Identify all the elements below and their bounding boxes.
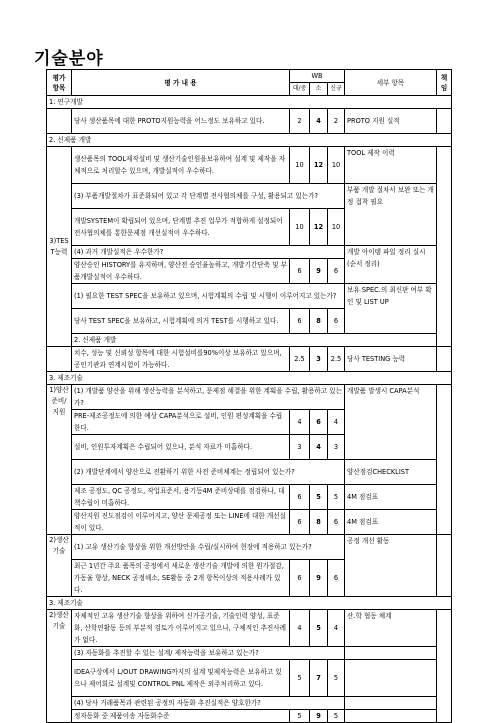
header-responsible: 책 임	[437, 70, 452, 96]
header-wb-small: 소	[310, 83, 328, 96]
criterion: 양산지원 진도점검이 이루어지고, 양산 문제공정 또는 LINE에 대한 개선실적이 있다.	[72, 510, 290, 535]
criterion: 최근 1년간 주요 품목의 공정에서 새로운 생산기술 개발에 의한 원가절감, 가동율 향상, NECK 공정해소, SE활동 중 2개 항목이상의 적용사례가 있다.	[72, 560, 290, 597]
score-large: 2.5	[290, 347, 310, 372]
score-new: 6	[328, 259, 345, 284]
score-new: 10	[328, 147, 345, 184]
score-large: 6	[290, 560, 310, 597]
score-small: 9	[310, 560, 328, 597]
score-large: 6	[290, 485, 310, 510]
detail-item: 4M 점검표	[345, 510, 437, 535]
category-label: 2)생산 기술	[47, 535, 72, 597]
category-label: 3)TES T능력	[47, 147, 72, 347]
header-wb-large: 대/중	[290, 83, 310, 96]
score-new: 5	[328, 485, 345, 510]
score-large: 5	[290, 710, 310, 723]
score-new: 4	[328, 410, 345, 435]
detail-item: 개발품 발생시 CAPA분석	[345, 385, 437, 460]
question: (3) 자동화를 추진할 수 있는 설계/ 제작능력을 보유하고 있는가?	[72, 647, 345, 660]
score-new: 5	[328, 710, 345, 723]
section-heading: 3. 제조기술	[47, 372, 452, 385]
question: (4) 과거 개발실적은 우수한가?	[72, 246, 345, 259]
score-large: 10	[290, 147, 310, 184]
score-small: 9	[310, 710, 328, 723]
score-large: 5	[290, 660, 310, 697]
detail-item: 당사 TESTING 능력	[345, 347, 437, 372]
criterion: 양산승인 HISTORY를 유지하며, 양산전 승인율높하고, 개발기간단축 및 부품개발실적이 우수하다.	[72, 259, 290, 284]
criterion: 정자동화 중 제품이송 자동화수준	[72, 710, 290, 723]
score-small: 8	[310, 510, 328, 535]
score-large: 4	[290, 610, 310, 647]
criterion: 치수, 성능 및 신뢰성 항목에 대한 시험설비를90%이상 보유하고 있으며, 공인기관과 연계시험이 가능하다.	[72, 347, 290, 372]
section-heading: 3. 제조기술	[47, 597, 452, 610]
score-large: 6	[290, 510, 310, 535]
detail-item: 개발 아이템 파일 정리 실시(순서 정리)	[345, 246, 437, 284]
detail-item: PROTO 지원 실적	[345, 109, 437, 134]
header-wb-new: 신규	[328, 83, 345, 96]
score-new: 6	[328, 560, 345, 597]
detail-item: 부품 개발 절차서 보완 또는 개정 접착 필요	[345, 184, 437, 246]
criterion: 자체적인 고유 생산기술 향상을 위하여 신가공기술, 기술인력 양성, 표준화, 산학연활동 등의 부분적 검토가 이루어지고 있으나, 구체적인 추진사례가 없다.	[72, 610, 290, 647]
score-new: 10	[328, 209, 345, 246]
criterion: 제조 공정도, QC 공정도, 작업표준서, 용기등4M 준비상태를 점검하나, 대책수립이 미흡하다.	[72, 485, 290, 510]
detail-item: 공정 개선 활동	[345, 535, 437, 597]
question: (1) 고유 생산기술 향상을 위한 개선방안을 수립/실시하여 현장에 적용하고 있는가?	[72, 535, 345, 560]
detail-item: 산.학 협동 체계	[345, 610, 437, 647]
criterion: 설비, 인원투자계획은 수립되어 있으나, 분석 자료가 미흡하다.	[72, 435, 290, 460]
detail-item: TOOL 제작 이력	[345, 147, 437, 184]
criterion: 당사 생산품목에 대한 PROTO지원능력을 어느정도 보유하고 있다.	[72, 109, 290, 134]
score-small: 12	[310, 147, 328, 184]
score-new: 3	[328, 435, 345, 460]
score-large: 10	[290, 209, 310, 246]
score-new: 6	[328, 309, 345, 334]
category-label: 2)생산 기술	[47, 610, 72, 723]
score-small: 8	[310, 309, 328, 334]
header-detail: 세부 항목	[345, 70, 437, 96]
question: (3) 부품개발절차가 표준화되어 있고 각 단계별 전사협의체를 구성, 활용되고 있는가?	[72, 184, 345, 209]
section-heading: 2. 신제품 개발	[72, 334, 437, 347]
detail-item: 보유 SPEC.의 최신판 여부 확인 및 LIST UP	[345, 284, 437, 334]
score-new: 2.5	[328, 347, 345, 372]
header-category: 평가 항목	[47, 70, 72, 96]
evaluation-table	[46, 69, 452, 723]
score-small: 5	[310, 485, 328, 510]
score-small: 12	[310, 209, 328, 246]
question: (1) 개발품 양산을 위해 생산능력을 분석하고, 문제점 해결을 위한 계획을 수립, 활용하고 있는가?	[72, 385, 345, 410]
score-large: 4	[290, 410, 310, 435]
score-small: 7	[310, 660, 328, 697]
question: (2) 개발단계에서 양산으로 전환하기 위한 사전 준비체계는 정립되어 있는가?	[72, 460, 345, 485]
score-large: 6	[290, 309, 310, 334]
score-small: 6	[310, 410, 328, 435]
score-large: 3	[290, 435, 310, 460]
criterion: IDEA구상에서 L/OUT DRAWING까지의 설계 및제작능력은 보유하고 있으나 제어회로 설계및 CONTROL PNL 제작은 외주처리하고 있다.	[72, 660, 290, 697]
score-small: 4	[310, 109, 328, 134]
score-new: 4	[328, 610, 345, 647]
score-small: 9	[310, 259, 328, 284]
score-small: 5	[310, 610, 328, 647]
score-small: 3	[310, 347, 328, 372]
score-new: 2	[328, 109, 345, 134]
category-label: 1)양산 준비/ 지원	[47, 385, 72, 535]
section-heading: 2. 신제품 개발	[47, 134, 452, 147]
criterion: 당사 TEST SPEC을 보유하고, 시험계획에 의거 TEST를 시행하고 있다.	[72, 309, 290, 334]
section-heading: 1. 연구개발	[47, 96, 452, 109]
criterion: PRE-제조공정도에 의한 예상 CAPA분석으로 설비, 인원 편성계획을 수립한다.	[72, 410, 290, 435]
header-wb: WB	[290, 70, 345, 83]
score-small: 4	[310, 435, 328, 460]
page-title: 기술분야	[34, 49, 104, 69]
question: (1) 필요한 TEST SPEC을 보유하고 있으며, 시험계획의 수립 및 시행이 이루어지고 있는가?	[72, 284, 345, 309]
criterion: 개발SYSTEM이 확립되어 있으며, 단계별 추진 업무가 적합하게 설정되어 전사협의체를 통한문제점 개선실적이 우수하다.	[72, 209, 290, 246]
score-large: 2	[290, 109, 310, 134]
criterion: 생산품목의 TOOL제작설비 및 생산기술인원을보유하여 설계 및 제작을 자체적으로 처리할수 있으며, 개발실적이 우수하다.	[72, 147, 290, 184]
score-new: 6	[328, 510, 345, 535]
question: (4) 당사 거래품목과 관련된 공정의 자동화 추진실적은 양호한가?	[72, 697, 345, 710]
detail-item: 4M 점검표	[345, 485, 437, 510]
score-large: 6	[290, 259, 310, 284]
score-new: 5	[328, 660, 345, 697]
detail-item: 양산점검CHECKLIST	[345, 460, 437, 485]
header-content: 평 가 내 용	[72, 70, 290, 96]
